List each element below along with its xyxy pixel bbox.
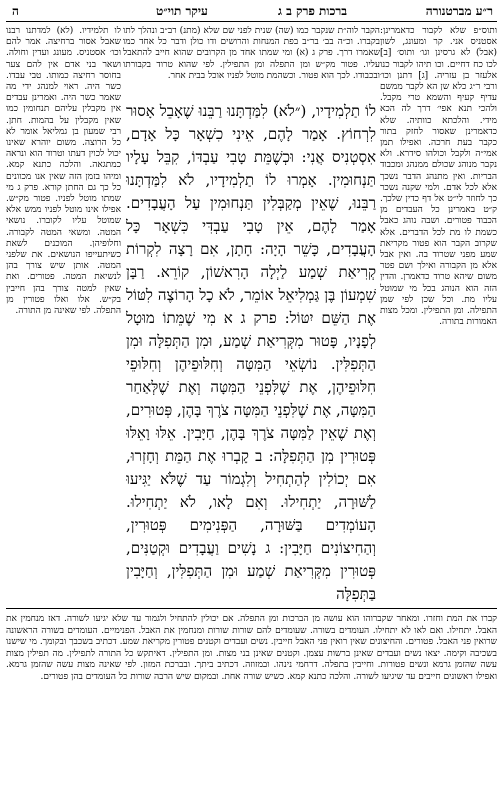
top-commentary-text: הקבר לוה״ת שנקבר כמו (שה) שנית לפני שם שלא (מתנ) רב״ב ונהלך לתו בקברו. וכ״ה בב׳ בר״ב בפת המנחות והרושים ודו כולן ודבר כל אחד כמו שאמרו דרך. פרק ג (א) ומי שמתו אחד מן הקרובים שהוא חייב להתאבל עליו. פטור מק״ש ומן התפלה ומן התפילין. לפי שהוא טרוד בקבורתו ובכבודו. לכך הוא פטור. וכשהמת מוטל לפניו אוכל בבית אחר.	[123, 26, 380, 81]
tosafot-text: לו תלמידיו. (לא) למדתנו רבנו שאבל אסור ברחיצה. אמר להם וכו׳ אסטניס. מעונג ועדין וחולה. ושאר בני אדם אין להם צער בחוסר רחיצה כמותו. טבי עבדו. כשר היה. ראוי למנהג ידי מה שאמר כשר היה. ואמרינן עבדים אין מקבלין עליהם תנחומין כמו שאין מקבלין על בהמות. חתן. רבי שמעון בן גמליאל אומר לא כל הרוצה. משום יוהרא שאינו יכול לכוין דעתו וטרוד הוא ונראה כמתגאה. והלכה כתנא קמא. ומיהו בזמן הזה שאין אנו מכוונים כל כך גם החתן קורא. פרק ג מי שמתו מוטל לפניו. פטור מק״ש. אפילו אינו מוטל לפניו ממש אלא שמוטל עליו לקוברו. נושאי המטה. ומשאי המטה לקבורה. וחלופיהן. המוכנים לשאת כשיתעייפו הנושאים. את שלפני המטה. אותן שיש צורך בהן לנשיאת המטה. פטורים. ואת שאין למטה צורך בהן חייבין בק״ש. אלו ואלו פטורין מן התפלה. לפי שאינה מן התורה.	[6, 26, 121, 317]
mishnah-text: לוֹ תַלְמִידָיו, (״לֹא) לִמַּדְתָּנוּ רַבֵּנוּ שֶׁאָבֵל אָסוּר לִרְחוֹץ. אָמַר לָהֶם, אֵינִי כִשְׁאָר כָּל אָדָם, אִסְטְנִיס אֲנִי: וּכְשֶׁמֵּת טָבִי עַבְדּוֹ, קִבֵּל עָלָיו תַּנְחוּמִין. אָמְרוּ לוֹ תַלְמִידָיו, לֹא לִמַּדְתָּנוּ רַבֵּנוּ, שֶׁאֵין מְקַבְּלִין תַּנְחוּמִין עַל הָעֲבָדִים. אָמַר לָהֶם, אֵין טָבִי עַבְדִּי כִּשְׁאָר כָּל הָעֲבָדִים, כָּשֵׁר הָיָה: חָתָן, אִם רָצָה לִקְרוֹת קְרִיאַת שְׁמַע לַיְלָה הָרִאשׁוֹן, קוֹרֵא. רַבָּן שִׁמְעוֹן בֶּן גַּמְלִיאֵל אוֹמֵר, לֹא כָל הָרוֹצֶה לִטּוֹל אֶת הַשֵּׁם יִטּוֹל: פרק ג א מִי שֶׁמֵּתוֹ מוּטָל לְפָנָיו, פָּטוּר מִקְּרִיאַת שְׁמַע, וּמִן הַתְּפִלָּה וּמִן הַתְּפִלִּין. נוֹשְׂאֵי הַמִּטָּה וְחִלּוּפֵיהֶן וְחִלּוּפֵי חִלּוּפֵיהֶן, אֶת שֶׁלִּפְנֵי הַמִּטָּה וְאֶת שֶׁלְּאַחַר הַמִּטָּה, אֶת שֶׁלִּפְנֵי הַמִּטָּה צֹרֶךְ בָּהֶן, פְּטוּרִים, וְאֶת שֶׁאֵין לַמִּטָּה צֹרֶךְ בָּהֶן, חַיָּבִין. אֵלּוּ וָאֵלּוּ פְּטוּרִין מִן הַתְּפִלָּה: ב קָבְרוּ אֶת הַמֵּת וְחָזְרוּ, אִם יְכוֹלִין לְהַתְחִיל וְלִגְמוֹר עַד שֶׁלֹּא יַגִּיעוּ לַשּׁוּרָה, יַתְחִילוּ. וְאִם לָאו, לֹא יַתְחִילוּ. הָעוֹמְדִים בַּשּׁוּרָה, הַפְּנִימִים פְּטוּרִין, וְהַחִיצוֹנִים חַיָּבִין: ג נָשִׁים וַעֲבָדִים וּקְטַנִּים, פְּטוּרִין מִקְּרִיאַת שְׁמַע וּמִן הַתְּפִלִּין, וְחַיָּבִין בַּתְּפִלָּה	[126, 102, 376, 603]
header-divider	[6, 21, 497, 22]
header-left-label: ר״ע מברטנורה	[425, 4, 493, 18]
header-chapter: ברכות פרק ב ג	[277, 4, 347, 18]
bottom-commentary-text: קברו את המת וחזרו. ומאחר שקברוהו הוא עושה מן הברכות ומן התפלה. אם יכולין להתחיל ולגמור עד שלא יגיעו לשורה. דאז מנחמין את האבל. יתחילו. ואם לאו לא יתחילו. העומדים בשורה. שעומדים להם שורות שורות ומנחמין את האבל. הפנימיים. העומדים בשורה הראשונה שרואין פני האבל. פטורים. והחיצונים שאין רואין פני האבל חייבין. נשים ועבדים וקטנים פטורין מקריאת שמע. דכתיב בשכבך ובקומך. מי שישנו בשכיבה וקימה. יצאו נשים ועבדים שאינן ברשות עצמן. וקטנים שאינן בני מצות. ומן התפילין. דאיתקש כל התורה לתפילין. מה תפילין מצות עשה שהזמן גרמא ונשים פטורות. וחייבין בתפלה. דרחמי נינהו. ובמזוזה. דכתיב ביתך. ובברכת המזון. לפי שאינה מצות עשה שהזמן גרמא. ואפילו ראשונים חייבים עד שיגיעו לשורה. והלכה כתנא קמא. כשיש שורה אחת. ובמקום שיש הרבה שורות כל העומדים בהן פטורים.	[6, 614, 497, 682]
bottom-commentary	[6, 614, 497, 794]
bartenura-commentary	[380, 26, 497, 546]
tosafot-yomtov-commentary	[6, 26, 121, 456]
document-page	[6, 4, 497, 796]
section-divider	[6, 608, 497, 609]
mishnah-main-text	[126, 100, 376, 605]
header-right-label: עיקר תוי״ט	[156, 4, 208, 18]
top-commentary	[123, 26, 380, 96]
page-header	[6, 4, 497, 20]
bartenura-text: ותוס״פ שלא לקבור כדאמרינן: אסטניס אני. קר ומעונג, לשון (אבל) לא גרסינן וגו׳ ותוס׳ [ב] לכו כח דחיים. וכו תיהו לקבור כנו אלעזר בן עזריה. [ג] דתנן וכו׳ ורבי ר״ג כלא שן הא לקבר ממשם עדיף קעיף והשמא טרי מקבל. ולהכי תנא אפי׳ דרך לה הכא מידי. והלכתא כוותיה. שלא כדאמרינן שאסור לחזק בתור כקבר בעת חרכה. ואפילו תמן אמי״ה ולקבל וכולהו סידרא. ולא נקבר מנוהג שכולם ממנהג ומכבוד הבריות. ואין מתנהג הדבר נשכך אלא לכל אדם. ולמי שקנה נשכר כך לחוזר לי״ט אל דף כדין שלכך. ק״ט באמרינן כל העבדים מן הכבוד פטורים. ושבה נוהג כאבל כשמת לו מת לכל הדברים. אלא שקרוב הקבר הוא פטור מקריאת שמע מפני שטרוד בה. ואין אבל אלא מן הקבורה ואילך ושם פטר משום שיהא טרוד כדאמרן. והדין הזה הוא הנוהג בכל מי שמוטל עליו מת. וכל שכן לפי שמן התפילה. ומן התפילין. ומכל מצות האמורות בתורה.	[380, 26, 497, 328]
header-page-letter: ה	[12, 4, 19, 18]
